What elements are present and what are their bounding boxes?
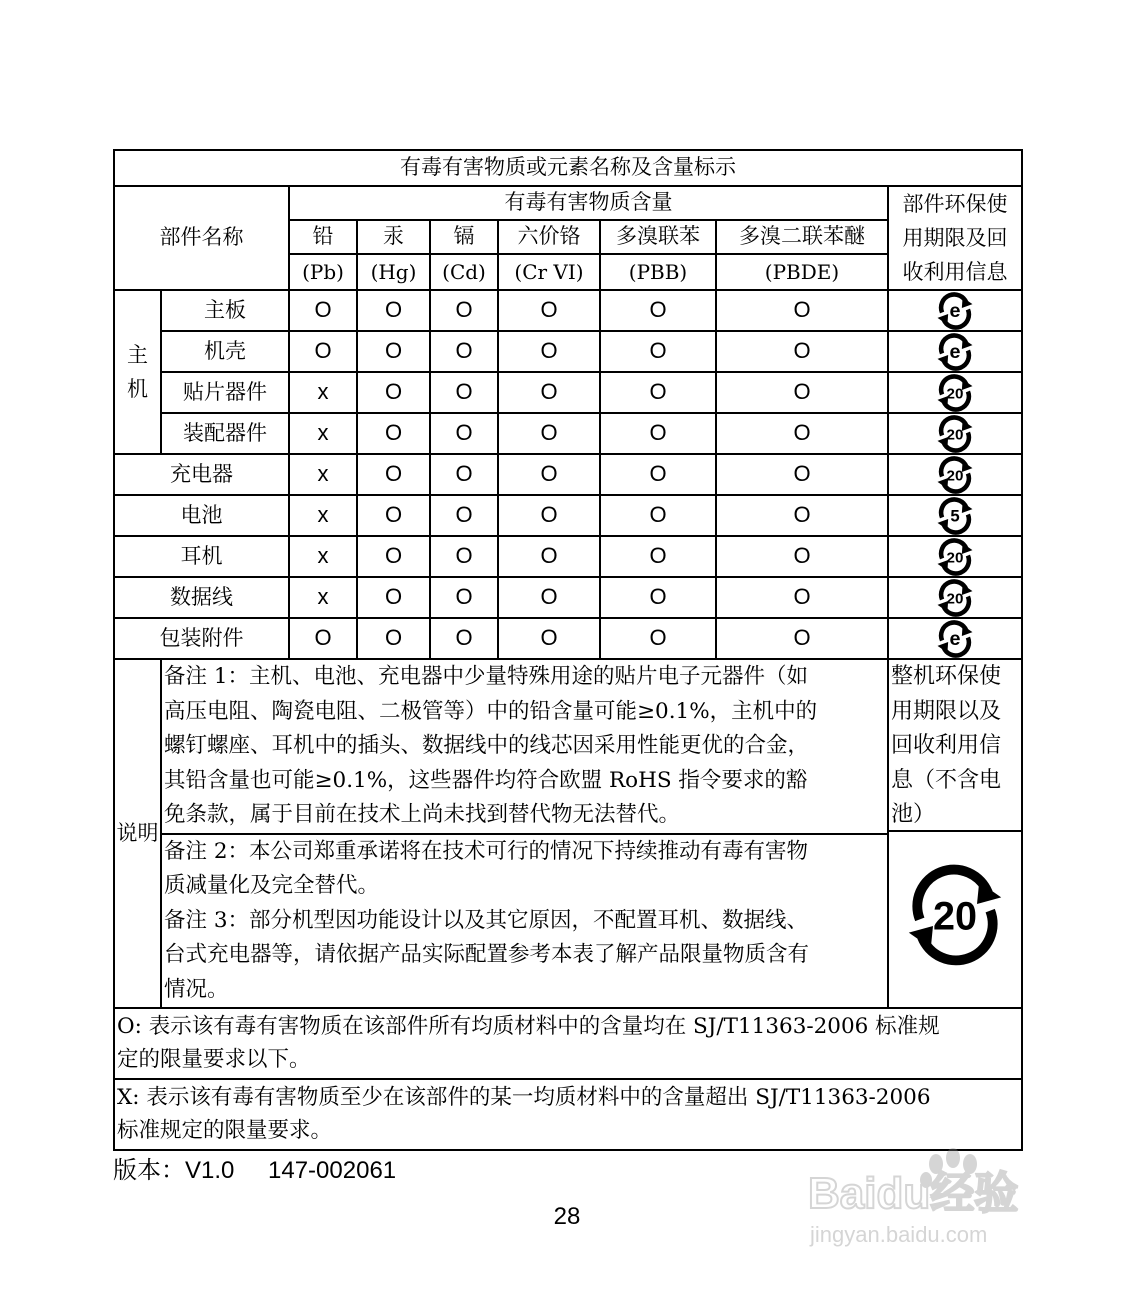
substance-mark: O (498, 454, 600, 495)
substance-mark: O (430, 454, 498, 495)
part-name: 数据线 (114, 577, 289, 618)
epup-label: 20 (946, 384, 964, 402)
note-3-line: 情况。 (164, 976, 229, 1002)
substance-symbol-cr6: (Cr VI) (498, 254, 600, 290)
substance-mark: x (289, 536, 357, 577)
substance-name-hg: 汞 (357, 220, 430, 254)
epup-large-svg (900, 860, 1010, 970)
substance-mark: O (600, 495, 716, 536)
substance-mark: x (289, 495, 357, 536)
table-row (114, 577, 1022, 618)
substance-mark: O (498, 290, 600, 331)
version-label: 版本： (113, 1156, 185, 1184)
table-row (114, 618, 1022, 659)
epup-period-icon (936, 374, 974, 412)
notes-label: 说明 (114, 659, 161, 1008)
substance-mark: O (357, 413, 430, 454)
table-row (114, 536, 1022, 577)
epup-label: 20 (946, 425, 964, 443)
table-row (114, 495, 1022, 536)
substance-mark: O (357, 290, 430, 331)
epup-period-icon (936, 415, 974, 453)
epup-label: e (949, 299, 961, 322)
note-3-line: 台式充电器等，请依据产品实际配置参考本表了解产品限量物质含有 (164, 942, 810, 967)
note-1-line: 螺钉螺座、耳机中的插头、数据线中的线芯因采用性能更优的合金， (164, 733, 810, 758)
substance-mark: O (430, 618, 498, 659)
eco-info-line: 收利用信息 (902, 260, 1008, 284)
recycle-e-icon (936, 292, 974, 330)
substance-mark: O (430, 372, 498, 413)
epup-cell (888, 577, 1022, 618)
substance-mark: O (357, 372, 430, 413)
substance-mark: O (600, 618, 716, 659)
substance-symbol-pbde: (PBDE) (716, 254, 888, 290)
substance-mark: O (716, 495, 888, 536)
epup-period-icon (936, 538, 974, 576)
recycle-e-icon (936, 620, 974, 658)
substance-mark: x (289, 372, 357, 413)
substance-mark: O (357, 618, 430, 659)
legend-o-line: 定的限量要求以下。 (117, 1047, 311, 1072)
eco-info-line: 部件环保使 (902, 192, 1008, 216)
part-name: 充电器 (114, 454, 289, 495)
baidu-watermark (808, 1140, 1078, 1260)
page-number: 28 (553, 1203, 581, 1230)
substance-symbol-pbb: (PBB) (600, 254, 716, 290)
host-group-char: 主 (127, 343, 148, 367)
substance-mark: O (289, 618, 357, 659)
rohs-table-container (113, 149, 1022, 1151)
epup-label: 20 (946, 466, 964, 484)
substance-mark: O (716, 618, 888, 659)
epup-label: 5 (950, 505, 960, 525)
notes-side-cell (888, 659, 1022, 1008)
substance-mark: O (498, 372, 600, 413)
substance-mark: O (289, 331, 357, 372)
part-name: 电池 (114, 495, 289, 536)
substance-name-pb: 铅 (289, 220, 357, 254)
note-1-line: 备注 1：主机、电池、充电器中少量特殊用途的贴片电子元器件（如 (164, 664, 809, 689)
part-name: 贴片器件 (161, 372, 289, 413)
note-1-line: 其铅含量也可能≥0.1%，这些器件均符合欧盟 RoHS 指令要求的豁 (164, 767, 808, 793)
notes-side-line: 用期限以及 (891, 698, 1002, 724)
part-name: 包装附件 (114, 618, 289, 659)
hazardous-substance-table (113, 149, 1023, 1151)
header-part-name: 部件名称 (114, 186, 289, 290)
substance-mark: O (498, 413, 600, 454)
legend-x-line: X: 表示该有毒有害物质至少在该部件的某一均质材料中的含量超出 SJ/T11363-2006 (117, 1085, 931, 1110)
substance-mark: O (716, 536, 888, 577)
substance-symbol-cd: (Cd) (430, 254, 498, 290)
substance-mark: O (357, 577, 430, 618)
doc-code: 147-002061 (268, 1157, 397, 1184)
substance-mark: O (716, 372, 888, 413)
table-row (114, 372, 1022, 413)
substance-mark: O (430, 495, 498, 536)
note-2-line: 质减量化及完全替代。 (164, 873, 380, 898)
substance-mark: O (430, 413, 498, 454)
substance-name-pbde: 多溴二联苯醚 (716, 220, 888, 254)
substance-mark: x (289, 577, 357, 618)
substance-mark: O (498, 536, 600, 577)
watermark-brand: Baidu经验 (808, 1169, 1019, 1218)
substance-mark: O (357, 495, 430, 536)
substance-mark: O (600, 577, 716, 618)
table-row (114, 290, 1022, 331)
substance-mark: O (600, 331, 716, 372)
epup-period-icon (936, 579, 974, 617)
epup-label: e (949, 340, 961, 363)
epup-cell (888, 536, 1022, 577)
substance-symbol-pb: (Pb) (289, 254, 357, 290)
eco-info-line: 用期限及回 (902, 226, 1008, 250)
epup-cell (888, 495, 1022, 536)
table-row (114, 454, 1022, 495)
substance-mark: O (357, 454, 430, 495)
substance-mark: O (600, 536, 716, 577)
header-eco-info (888, 186, 1022, 290)
notes-side-line: 整机环保使 (891, 664, 1002, 689)
epup-cell (888, 618, 1022, 659)
substance-name-cr6: 六价铬 (498, 220, 600, 254)
part-name: 装配器件 (161, 413, 289, 454)
epup-cell (888, 413, 1022, 454)
part-name: 主板 (161, 290, 289, 331)
epup-large-number: 20 (933, 894, 978, 939)
version-line (113, 1150, 396, 1185)
substance-mark: O (600, 290, 716, 331)
epup-period-icon (936, 497, 974, 535)
watermark-logo (808, 1140, 1078, 1260)
epup-label: 20 (946, 548, 964, 566)
note-2-3 (161, 834, 888, 1009)
legend-o (114, 1008, 1022, 1079)
epup-cell (888, 290, 1022, 331)
host-group-label (114, 290, 161, 454)
substance-mark: O (498, 577, 600, 618)
substance-mark: O (600, 372, 716, 413)
host-group-char: 机 (127, 377, 148, 401)
substance-mark: O (430, 536, 498, 577)
table-row (114, 331, 1022, 372)
epup-cell (888, 454, 1022, 495)
table-title: 有毒有害物质或元素名称及含量标示 (114, 150, 1022, 186)
period-20-large-icon (889, 832, 1021, 998)
substance-mark: x (289, 413, 357, 454)
notes-side-line: 息（不含电 (891, 767, 1002, 793)
epup-cell (888, 331, 1022, 372)
recycle-e-icon (936, 333, 974, 371)
notes-side-line: 回收利用信 (891, 733, 1002, 758)
substance-mark: O (716, 454, 888, 495)
epup-cell (888, 372, 1022, 413)
substance-mark: x (289, 454, 357, 495)
table-row (114, 413, 1022, 454)
substance-mark: O (289, 290, 357, 331)
substance-mark: O (716, 331, 888, 372)
note-2-line: 备注 2：本公司郑重承诺将在技术可行的情况下持续推动有毒有害物 (164, 838, 809, 864)
substance-mark: O (498, 331, 600, 372)
note-1-line: 高压电阻、陶瓷电阻、二极管等）中的铅含量可能≥0.1%，主机中的 (164, 698, 818, 724)
substance-symbol-hg: (Hg) (357, 254, 430, 290)
substance-mark: O (430, 577, 498, 618)
substance-mark: O (716, 413, 888, 454)
note-3-line: 备注 3：部分机型因功能设计以及其它原因，不配置耳机、数据线、 (164, 907, 809, 933)
notes-side-text (889, 660, 1021, 832)
substance-name-pbb: 多溴联苯 (600, 220, 716, 254)
epup-period-icon (936, 456, 974, 494)
version-number: V1.0 (185, 1157, 235, 1184)
substance-mark: O (716, 577, 888, 618)
part-name: 机壳 (161, 331, 289, 372)
substance-mark: O (498, 495, 600, 536)
note-1-line: 免条款，属于目前在技术上尚未找到替代物无法替代。 (164, 802, 681, 827)
legend-o-line: O: 表示该有毒有害物质在该部件所有均质材料中的含量均在 SJ/T11363-2006 标准规 (117, 1014, 940, 1039)
substance-mark: O (357, 331, 430, 372)
epup-label: 20 (946, 589, 964, 607)
notes-side-line: 池） (891, 802, 936, 827)
note-1 (161, 659, 888, 834)
header-content-group: 有毒有害物质含量 (289, 186, 888, 220)
substance-mark: O (498, 618, 600, 659)
substance-mark: O (430, 290, 498, 331)
substance-mark: O (716, 290, 888, 331)
substance-mark: O (600, 413, 716, 454)
substance-mark: O (600, 454, 716, 495)
substance-name-cd: 镉 (430, 220, 498, 254)
watermark-url: jingyan.baidu.com (810, 1222, 988, 1247)
legend-x-line: 标准规定的限量要求。 (117, 1118, 333, 1143)
epup-label: e (949, 627, 961, 650)
substance-mark: O (430, 331, 498, 372)
substance-mark: O (357, 536, 430, 577)
part-name: 耳机 (114, 536, 289, 577)
